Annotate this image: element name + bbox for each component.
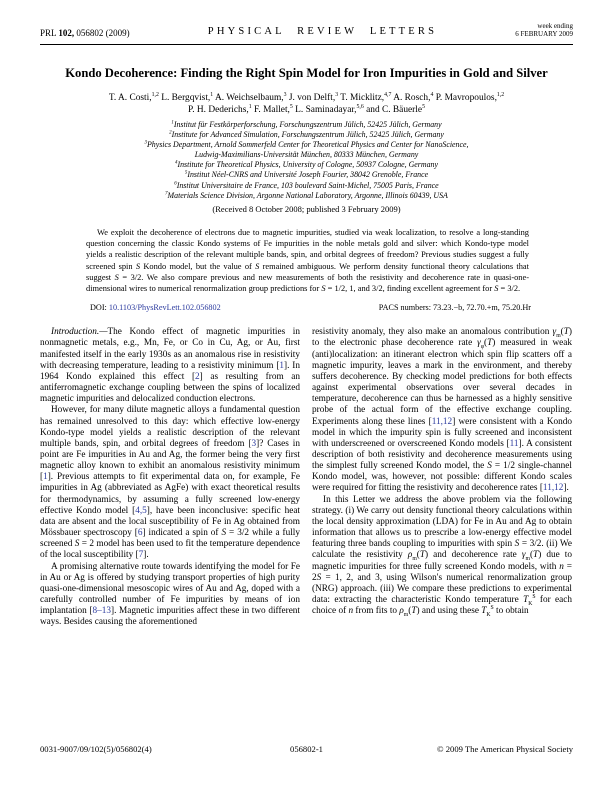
author-line: T. A. Costi,$^{1,2}$ L. Bergqvist,$^1$ A. Weichselbaum,$^3$ J. von Delft,$^3$ T. Micklitz,$^{4,7}$ A. Rosch,$^4$ P. Mavropoulos,$^{1,2}$ <box>108 91 505 103</box>
doi-line <box>90 303 221 312</box>
header-rule <box>40 44 573 45</box>
author-line: P. H. Dederichs,$^1$ F. Mallet,$^5$ L. Saminadayar,$^{5,6}$ and C. Bäuerle$^5$ <box>188 103 425 115</box>
affiliation-line: $^7$Materials Science Division, Argonne National Laboratory, Argonne, Illinois 60439, USA <box>165 190 448 200</box>
section-lead: Introduction.— <box>51 327 108 338</box>
week-ending-label: week ending <box>537 22 573 30</box>
citation-link[interactable]: 11,12 <box>431 416 453 427</box>
affiliation-line: Ludwig-Maximilians-Universität München, 80333 München, Germany <box>194 150 419 160</box>
affiliation-line: $^3$Physics Department, Arnold Sommerfeld Center for Theoretical Physics and Center for NanoScience, <box>144 140 469 150</box>
citation-link[interactable]: 7 <box>138 550 144 561</box>
citation-link[interactable]: 1 <box>43 472 48 483</box>
paragraph: A promising alternative route towards identifying the model for Fe in Au or Ag is offered by studying transport properties of high purity quasi-one-dimensional mesoscopic wires of Au and Ag, doped with a carefully controlled number of Fe impurities by means of ion implantation [8–13]. Magnetic impurities affect these in two different ways. Besides causing the aforementioned <box>40 561 301 628</box>
citation-link[interactable]: 1 <box>279 360 285 371</box>
affiliation-line: $^6$Institut Universitaire de France, 103 boulevard Saint-Michel, 75005 Paris, France <box>174 180 439 190</box>
author-list <box>40 92 573 116</box>
affiliations <box>40 120 573 201</box>
affiliation-line: $^1$Institut für Festkörperforschung, Forschungszentrum Jülich, 52425 Jülich, Germany <box>171 120 442 129</box>
issn-code: 0031-9007/09/102(5)/056802(4) <box>40 744 152 754</box>
received-line: (Received 8 October 2008; published 3 February 2009) <box>212 203 401 214</box>
doi-link[interactable]: 10.1103/PhysRevLett.102.056802 <box>108 303 221 313</box>
journal-reference: PRL 102, 056802 (2009) <box>40 28 130 38</box>
doi-label: DOI: <box>90 303 109 313</box>
volume-number: 102, <box>58 28 75 38</box>
paragraph: In this Letter we address the above problem via the following strategy. (i) We carry out density functional theory calculations within the local density approximation (LDA) for Fe in Au and Ag to obtain information that allows us to prescribe a low-energy effective model featuring three bands coupling to impurities with spin S = 3/2. (ii) We calculate the resistivity $\rho_m(T)$ and decoherence rate $\gamma_m(T)$ due to magnetic impurities for three fully screened Kondo models, with n = 2S = 1, 2, and 3, using Wilson's numerical renormalization group (NRG) approach. (iii) We compare these predictions to experimental data: extracting the characteristic Kondo temperature $T_K^S$ for each choice of n from fits to $\rho_m(T)$ and using these $T_K^S$ to obtain <box>312 494 573 618</box>
paper-title: Kondo Decoherence: Finding the Right Spin Model for Iron Impurities in Gold and Silver <box>65 66 548 80</box>
journal-header <box>40 22 573 38</box>
citation-link[interactable]: 2 <box>195 371 200 382</box>
pacs-numbers: PACS numbers: 73.23.−b, 72.70.+m, 75.20.Hr <box>378 303 531 313</box>
citation-link[interactable]: 8–13 <box>92 606 111 617</box>
left-column <box>40 327 300 628</box>
citation-link[interactable]: 6 <box>137 528 143 539</box>
week-ending <box>515 22 573 38</box>
right-column <box>312 327 572 628</box>
citation-link[interactable]: 4,5 <box>135 505 147 516</box>
citation-link[interactable]: 11,12 <box>542 483 564 494</box>
page-number: 056802-1 <box>290 744 323 754</box>
citation-link[interactable]: 3 <box>251 438 257 449</box>
page-footer <box>40 744 573 754</box>
affiliation-line: $^2$Institute for Advanced Simulation, Forschungszentrum Jülich, 52425 Jülich, Germany <box>169 130 444 140</box>
article-body <box>40 327 573 628</box>
affiliation-line: $^4$Institute for Theoretical Physics, University of Cologne, 50937 Cologne, Germany <box>175 160 438 170</box>
paragraph: However, for many dilute magnetic alloys a fundamental question has remained unresolved to this day: which effective low-energy Kondo-type model yields a realistic description of the relevant multiple bands, spin, and orbital degrees of freedom [3]? Cases in point are Fe impurities in Au and Ag, the former being the very first magnetic alloy known to exhibit an anomalous resistivity minimum [1]. Previous attempts to fit experimental data on, for example, Fe impurities in Ag (abbreviated as AgFe) with exact theoretical results for thermodynamics, by assuming a fully screened low-energy effective Kondo model [4,5], have been inconclusive: specific heat data are absent and the local susceptibility of Fe in Ag obtained from Mössbauer spectroscopy [6] indicated a spin of S = 3/2 while a fully screened S = 2 model has been used to fit the temperature dependence of the local susceptibility [7]. <box>40 405 301 561</box>
issue-date: 6 FEBRUARY 2009 <box>515 30 573 38</box>
doi-pacs-row <box>90 303 531 312</box>
affiliation-line: $^5$Institut Néel-CNRS and Université Joseph Fourier, 38042 Grenoble, France <box>184 170 429 180</box>
paragraph: resistivity anomaly, they also make an anomalous contribution $\gamma_m(T)$ to the electronic phase decoherence rate $\gamma_\varphi(T)$ measured in weak (anti)localization: an itinerant electron which spin flip scatters off a magnetic impurity, leaves a mark in the environment, and thereby suffers decoherence. By checking model predictions for both effects against experimental observations over several decades in temperature, decoherence can thus be harnessed as a highly sensitive probe of the actual form of the effective exchange coupling. Experiments along these lines [11,12] were consistent with a Kondo model in which the impurity spin is fully screened and inconsistent with underscreened or overscreened Kondo models [11]. A consistent description of both resistivity and decoherence measurements using the simplest fully screened Kondo model, the S = 1/2 single-channel Kondo model, was, however, not possible: different Kondo scales were required for fitting the resistivity and decoherence rates [11,12]. <box>312 327 573 494</box>
paragraph: Introduction.—The Kondo effect of magnetic impurities in nonmagnetic metals, e.g., Mn, Fe, or Co in Cu, Ag, or Au, first manifested itself in the early 1930s as an anomalous rise in resistivity with decreasing temperature, leading to a resistivity minimum [1]. In 1964 Kondo explained this effect [2] as resulting from an antiferromagnetic exchange coupling between the spins of localized magnetic impurities and delocalized conduction electrons. <box>40 327 300 405</box>
abstract: We exploit the decoherence of electrons due to magnetic impurities, studied via weak localization, to resolve a long-standing question concerning the classic Kondo systems of Fe impurities in the noble metals gold and silver: which Kondo-type model yields a realistic description of the relevant multiple bands, spin, and orbital degrees of freedom? Previous studies suggest a fully screened spin S Kondo model, but the value of S remained ambiguous. We perform density functional theory calculations that suggest S = 3/2. We also compare previous and new measurements of both the resistivity and decoherence rate in quasi-one-dimensional wires to numerical renormalization group predictions for S = 1/2, 1, and 3/2, finding excellent agreement for S = 3/2. <box>86 227 529 293</box>
journal-name: PHYSICAL REVIEW LETTERS <box>207 26 438 37</box>
citation-link[interactable]: 11 <box>509 438 519 449</box>
copyright: © 2009 The American Physical Society <box>437 744 574 754</box>
